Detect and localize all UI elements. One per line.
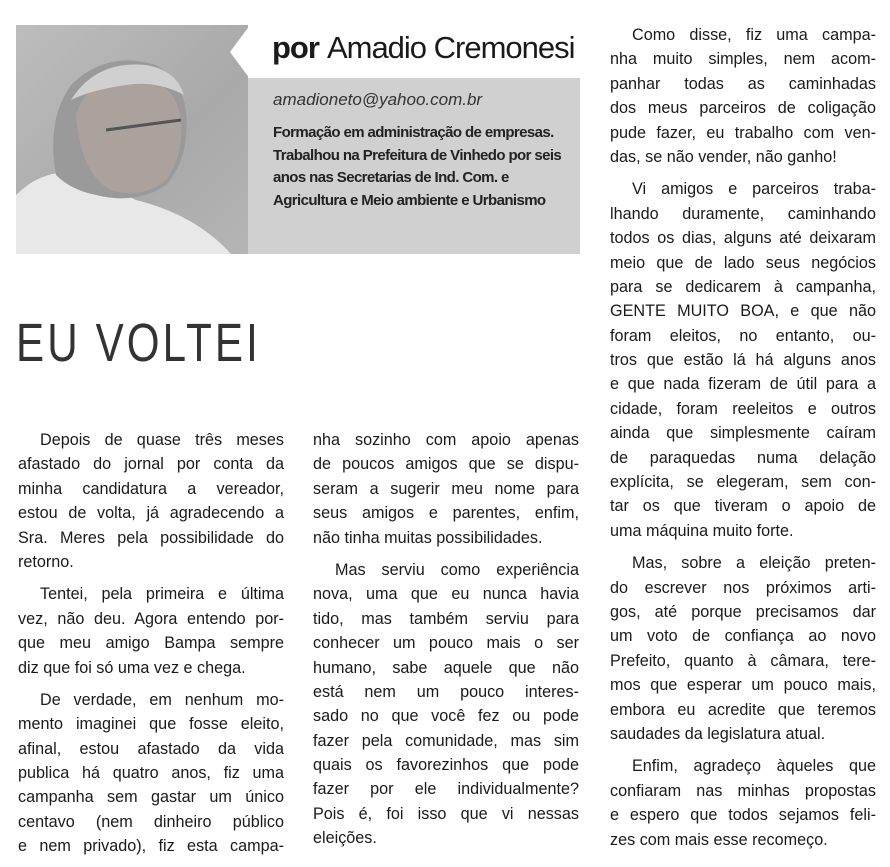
text-line: ainda que simplesmente caíram <box>610 424 876 443</box>
text-line: gos, até porque precisamos dar <box>610 602 876 621</box>
text-line: de paraquedas numa delação <box>610 448 876 467</box>
text-line: sado no que você fez ou pode <box>313 707 579 726</box>
author-byline <box>272 30 575 66</box>
text-line: tar os que tiveram o apoio de <box>610 497 876 516</box>
photo-notch <box>230 25 250 79</box>
text-line: seram a sugerir meu nome para <box>313 479 579 498</box>
text-line: Sra. Meres pela possibilidade do <box>18 528 284 547</box>
text-line: e nem privado), fiz esta campa- <box>18 837 284 856</box>
author-photo <box>16 25 248 254</box>
author-name: Amadio Cremonesi <box>326 30 575 65</box>
article-paragraph <box>610 177 876 543</box>
text-line: panhar todas as caminhadas <box>610 74 876 93</box>
text-line: dos meus parceiros de coligação <box>610 99 876 118</box>
text-line: zes com mais esse recomeço. <box>610 830 828 849</box>
text-line: Enfim, agradeço àqueles que <box>632 757 876 776</box>
text-line: estou de volta, já agradecendo a <box>18 504 284 523</box>
text-line: nha sozinho com apoio apenas <box>313 431 579 449</box>
text-line: publica há quatro anos, fiz uma <box>18 764 284 783</box>
article-paragraph <box>313 428 579 550</box>
text-line: cidade, foram reeleitos e outros <box>610 399 876 418</box>
text-line: tros que estão lá há alguns anos <box>610 351 876 370</box>
text-line: tido, mas também serviu para <box>313 609 579 628</box>
text-line: uma máquina muito forte. <box>610 521 794 540</box>
article-paragraph <box>313 558 579 851</box>
text-line: foram eleitos, no entanto, ou- <box>610 326 876 345</box>
article-column-3 <box>610 23 876 860</box>
text-line: está nem um pouco interes- <box>313 682 579 701</box>
text-line: afastado do jornal por conta da <box>18 455 284 474</box>
text-line: conhecer um pouco mais o ser <box>313 634 579 653</box>
text-line: nha muito simples, nem acom- <box>610 50 876 69</box>
article-paragraph <box>610 23 876 169</box>
article-paragraph <box>610 551 876 746</box>
text-line: confiaram nas minhas propostas <box>610 781 876 800</box>
text-line: diz que foi só uma vez e chega. <box>18 658 246 677</box>
text-line: meio que de lado seus negócios <box>610 253 876 272</box>
text-line: e que nada fizeram de útil para a <box>610 375 876 394</box>
article-column-1 <box>18 428 284 867</box>
article-title: EU VOLTEI <box>16 313 261 373</box>
text-line: retorno. <box>18 552 74 571</box>
text-line: explícita, se elegeram, sem con- <box>610 473 876 492</box>
text-line: embora eu acredite que teremos <box>610 700 876 719</box>
text-line: Tentei, pela primeira e última <box>40 585 284 604</box>
text-line: afinal, estou afastado da vida <box>18 739 284 758</box>
text-line: Vi amigos e parceiros traba- <box>632 180 876 199</box>
text-line: das, se não vender, não ganho! <box>610 147 837 166</box>
text-line: GENTE MUITO BOA, e que não <box>610 302 876 321</box>
text-line: Como disse, fiz uma campa- <box>632 26 876 44</box>
text-line: mento imaginei que fosse eleito, <box>18 715 284 734</box>
text-line: mos que esperar um pouco mais, <box>610 676 876 695</box>
article-column-2 <box>313 428 579 859</box>
text-line: Mas, sobre a eleição preten- <box>632 554 876 573</box>
text-line: saudades da legislatura atual. <box>610 724 826 743</box>
author-bio: Formação em administração de empresas. Trabalhou na Prefeitura de Vinhedo por seis anos nas Secretarias de Ind. Com. e Agricultura e Meio ambiente e Urbanismo <box>273 124 562 209</box>
text-line: fazer pela comunidade, mas sim <box>313 731 579 750</box>
article-paragraph <box>18 428 284 574</box>
text-line: pude fazer, eu trabalho com ven- <box>610 123 876 142</box>
text-line: Depois de quase três meses <box>40 431 284 449</box>
text-line: todos os dias, alguns até deixaram <box>610 229 876 248</box>
text-line: para se dedicarem à campanha, <box>610 277 876 296</box>
text-line: centavo (nem dinheiro público <box>18 812 284 831</box>
author-info-box <box>248 78 580 254</box>
text-line: um voto de confiança ao novo <box>610 627 876 646</box>
article-paragraph <box>610 754 876 852</box>
text-line: do escrever nos próximos arti- <box>610 578 876 597</box>
article-paragraph <box>18 688 284 859</box>
text-line: quais os favorezinhos que pode <box>313 756 579 775</box>
text-line: fazer por ele individualmente? <box>313 780 579 799</box>
text-line: De verdade, em nenhum mo- <box>40 690 284 709</box>
text-line: seus amigos e parentes, enfim, <box>313 504 579 523</box>
author-email[interactable]: amadioneto@yahoo.com.br <box>273 90 483 109</box>
text-line: Prefeito, quanto à câmara, tere- <box>610 651 876 670</box>
byline-prefix: por <box>272 30 319 65</box>
text-line: minha candidatura a vereador, <box>18 479 284 498</box>
text-line: eleições. <box>313 829 377 848</box>
text-line: não tinha muitas possibilidades. <box>313 528 543 547</box>
article-paragraph <box>18 582 284 680</box>
text-line: nova, uma que eu nunca havia <box>313 585 579 604</box>
author-portrait-icon <box>16 25 248 254</box>
text-line: Mas serviu como experiência <box>335 560 579 579</box>
text-line: vez, não deu. Agora entendo por- <box>18 609 284 628</box>
text-line: campanha sem gastar um único <box>18 788 284 807</box>
text-line: que meu amigo Bampa sempre <box>18 634 284 653</box>
text-line: Pois é, foi isso que vi nessas <box>313 804 579 823</box>
text-line: de poucos amigos que se dispu- <box>313 455 579 474</box>
text-line: lhando duramente, caminhando <box>610 204 876 223</box>
text-line: humano, sabe aquele que não <box>313 658 579 677</box>
text-line: e espero que todos sejamos feli- <box>610 806 876 825</box>
